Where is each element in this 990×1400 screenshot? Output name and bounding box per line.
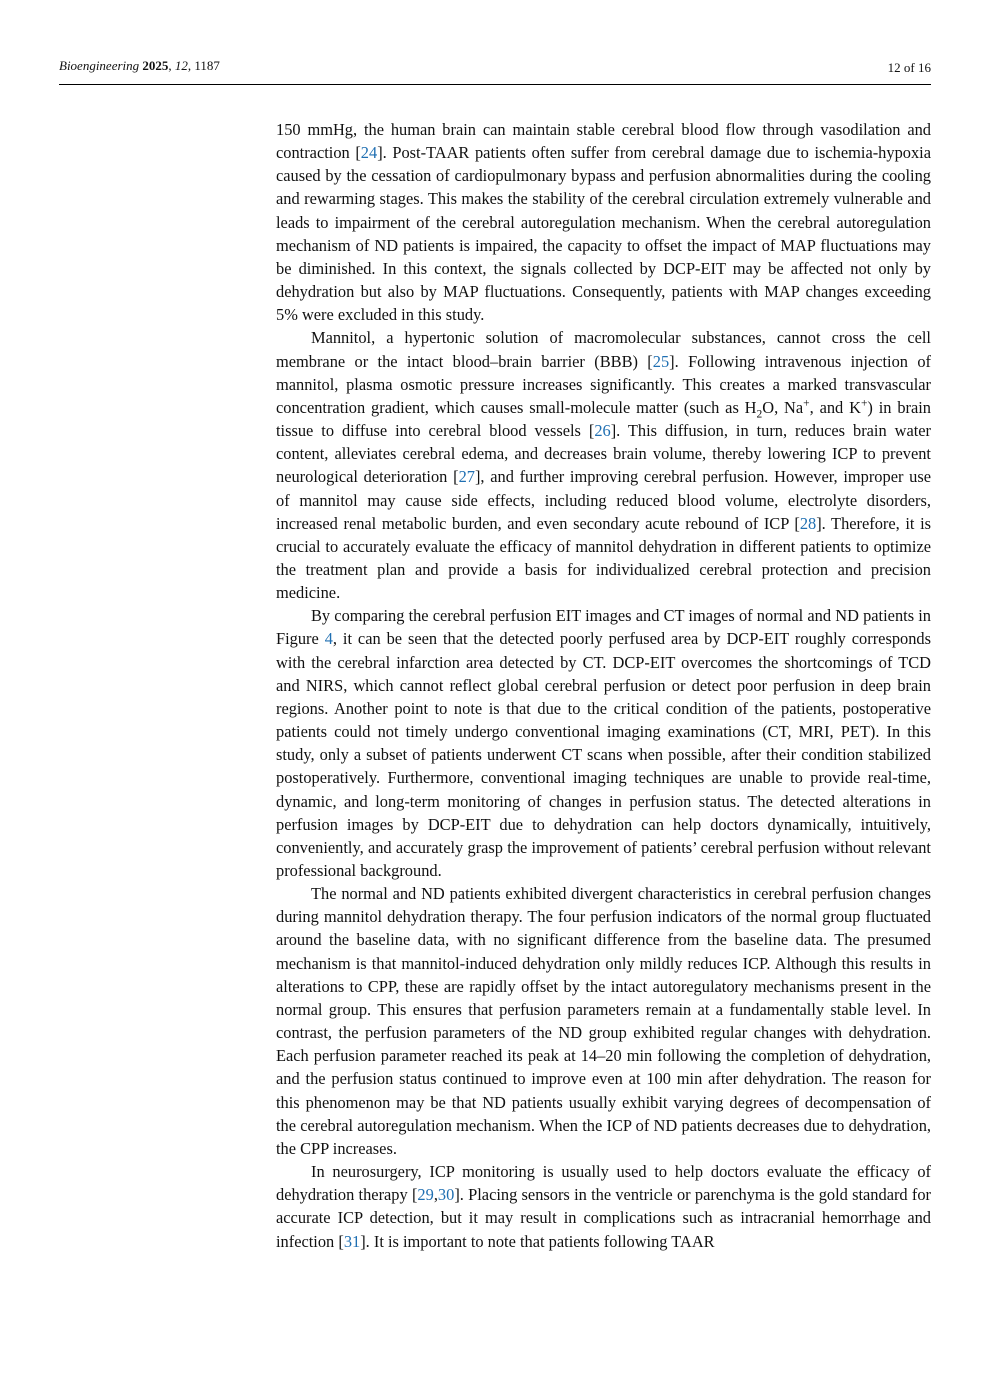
superscript: +: [860, 397, 868, 410]
text-run: 150 mmHg, the human brain can maintain stable cerebral blood flow through vasodilation and contraction [: [276, 120, 931, 163]
journal-volume: 12: [174, 58, 188, 73]
page-number: 12 of 16: [887, 60, 931, 75]
text-run: ]. It is important to note that patients following TAAR: [360, 1231, 715, 1251]
article-number: 1187: [194, 58, 220, 73]
text-run: ]. Following intravenous injection of mannitol, plasma osmotic pressure increases significantly. This creates a marked transvascular concentration gradient, which causes small-molecule matter (such as H: [276, 351, 931, 417]
paragraph: [276, 604, 931, 882]
citation-link[interactable]: 31: [343, 1231, 361, 1251]
citation-link[interactable]: 24: [360, 143, 378, 163]
text-run: Mannitol, a hypertonic solution of macromolecular substances, cannot cross the cell membrane or the intact blood–brain barrier (BBB) [: [276, 328, 931, 371]
text-run: ,: [433, 1185, 438, 1205]
page-header: [59, 58, 931, 80]
citation-link[interactable]: 4: [324, 629, 333, 649]
text-run: ], and further improving cerebral perfusion. However, improper use of mannitol may cause side effects, including reduced blood volume, electrolyte disorders, increased renal metabolic burden, and even secondary acute rebound of ICP [: [276, 467, 931, 533]
text-run: ]. Placing sensors in the ventricle or parenchyma is the gold standard for accurate ICP detection, but it may result in complications such as intracranial hemorrhage and infection [: [276, 1185, 931, 1251]
text-run: In neurosurgery, ICP monitoring is usually used to help doctors evaluate the efficacy of dehydration therapy [: [276, 1162, 931, 1205]
citation-link[interactable]: 29: [417, 1185, 434, 1205]
text-run: ]. This diffusion, in turn, reduces brain water content, alleviates cerebral edema, and decreases brain volume, thereby lowering ICP to prevent neurological deterioration [: [276, 421, 932, 487]
text-run: , it can be seen that the detected poorly perfused area by DCP-EIT roughly corresponds with the cerebral infarction area detected by CT. DCP-EIT overcomes the shortcomings of TCD and NIRS, which cannot reflect global cerebral perfusion or detect poor perfusion in deep brain regions. Another point to note is that due to the critical condition of the patients, postoperative patients could not timely undergo conventional imaging examinations (CT, MRI, PET). In this study, only a subset of patients underwent CT scans when possible, after their condition stabilized postoperatively. Furthermore, conventional imaging techniques are unable to provide real-time, dynamic, and long-term monitoring of changes in perfusion status. The detected alterations in perfusion images by DCP-EIT due to dehydration can help doctors dynamically, intuitively, conveniently, and accurately grasp the improvement of patients’ cerebral perfusion without relevant professional background.: [276, 629, 931, 880]
journal-year: 2025: [142, 58, 169, 73]
paragraph: [276, 118, 931, 326]
citation-link[interactable]: 27: [458, 467, 475, 487]
paragraph: [276, 1160, 931, 1253]
text-run: ]. Post-TAAR patients often suffer from cerebral damage due to ischemia-hypoxia caused by the cessation of cardiopulmonary bypass and perfusion abnormalities during the cooling and rewarming stages. This makes the stability of the cerebral circulation extremely vulnerable and leads to impairment of the cerebral autoregulation mechanism. When the cerebral autoregulation mechanism of ND patients is impaired, the capacity to offset the impact of MAP fluctuations may be diminished. In this context, the signals collected by DCP-EIT may be affected not only by dehydration but also by MAP fluctuations. Consequently, patients with MAP changes exceeding 5% were excluded in this study.: [276, 143, 931, 325]
text-run: O, Na: [762, 397, 804, 417]
text-run: By comparing the cerebral perfusion EIT images and CT images of normal and ND patients in Figure: [276, 606, 931, 649]
text-run: The normal and ND patients exhibited divergent characteristics in cerebral perfusion changes during mannitol dehydration therapy. The four perfusion indicators of the normal group fluctuated around the baseline data, with no significant difference from the baseline data. The presumed mechanism is that mannitol-induced dehydration only mildly reduces ICP. Although this results in alterations to CPP, these are rapidly offset by the intact autoregulatory mechanisms present in the normal group. This ensures that perfusion parameters remain at a fundamentally stable level. In contrast, the perfusion parameters of the ND group exhibited regular changes with dehydration. Each perfusion parameter reached its peak at 14–20 min following the completion of dehydration, and the perfusion status continued to improve even at 100 min after dehydration. The reason for this phenomenon may be that ND patients usually exhibit varying degrees of decompensation of the cerebral autoregulation mechanism. When the ICP of ND patients decreases due to dehydration, the CPP increases.: [276, 884, 931, 1158]
citation-link[interactable]: 28: [799, 513, 817, 533]
paragraph: [276, 882, 931, 1160]
citation-link[interactable]: 25: [652, 351, 670, 371]
subscript: 2: [756, 408, 763, 421]
citation-link[interactable]: 30: [437, 1185, 455, 1205]
superscript: +: [803, 397, 810, 410]
journal-citation: Bioengineering 2025, 12, 1187: [59, 58, 220, 73]
text-run: ]. Therefore, it is crucial to accurately evaluate the efficacy of mannitol dehydration in different patients to optimize the treatment plan and provide a basis for individualized cerebral protection and precision medicine.: [276, 513, 931, 603]
paragraph: [276, 326, 931, 604]
text-run: ) in brain tissue to diffuse into cerebral blood vessels [: [276, 397, 932, 441]
header-rule: [59, 84, 931, 85]
citation-link[interactable]: 26: [594, 421, 611, 441]
text-run: , and K: [809, 397, 861, 417]
body-text: [276, 118, 931, 1253]
journal-name: Bioengineering: [59, 58, 140, 73]
